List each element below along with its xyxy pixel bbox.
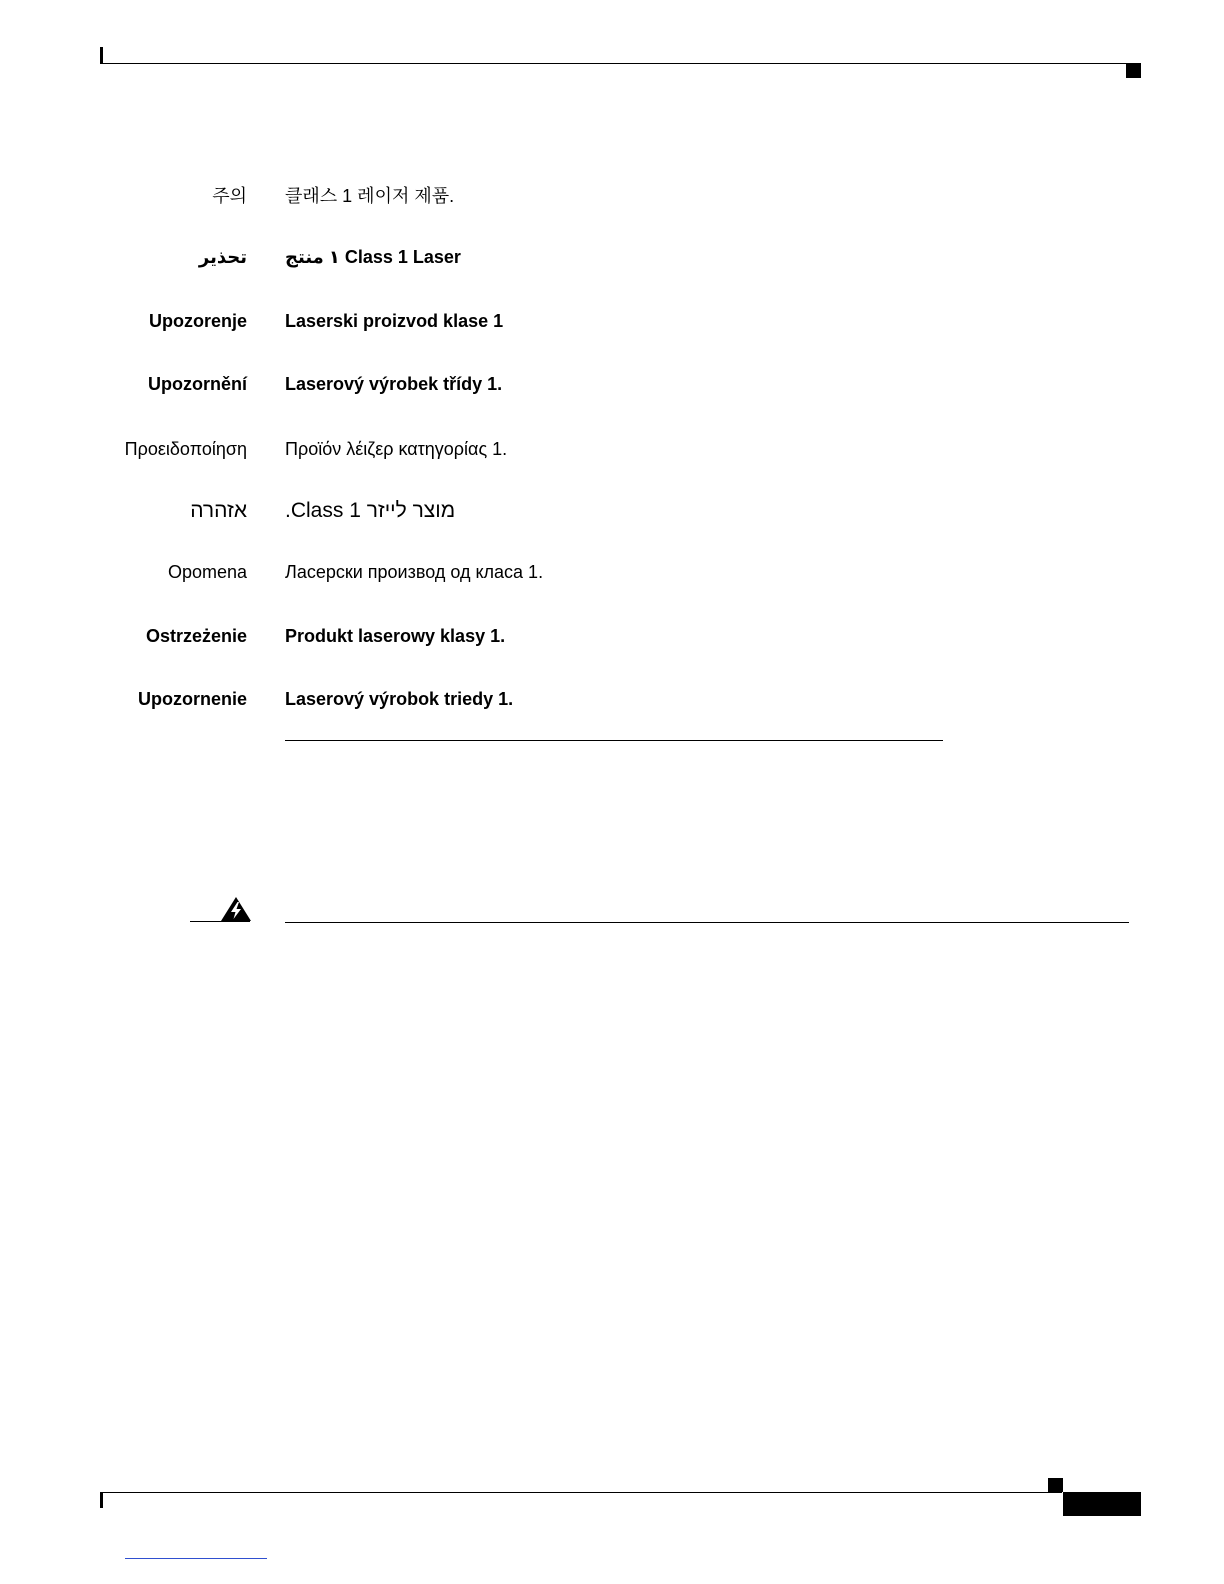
warning-label: 주의 [212, 186, 247, 206]
warning-row-macedonian [0, 560, 1224, 590]
high-voltage-warning-icon [220, 896, 252, 922]
warning-label: تحذير [198, 247, 247, 267]
footer-rule [100, 1492, 1062, 1493]
warning-text: Ласерски производ од класа 1. [285, 562, 544, 582]
footer-tick [100, 1492, 103, 1508]
warning-row-hebrew [0, 499, 1224, 529]
warning-row-greek [0, 437, 1224, 467]
warning-row-slovak [0, 687, 1224, 717]
warning-text: Laserový výrobek třídy 1. [285, 374, 503, 394]
warning-label: Upozornenie [137, 689, 247, 709]
warning-text: מוצר לייזר Class 1. [285, 499, 456, 522]
warning-label: Opomena [167, 562, 247, 582]
warning-row-korean [0, 184, 1224, 214]
warning-label: Προειδοποίηση [124, 439, 247, 459]
section-end-rule [285, 740, 943, 741]
warning-text: Produkt laserowy klasy 1. [285, 626, 506, 646]
warning-row-czech [0, 372, 1224, 402]
warning-label: Ostrzeżenie [145, 626, 247, 646]
header-tick [100, 47, 103, 64]
header-rule [100, 63, 1141, 64]
warning-row-polish [0, 624, 1224, 654]
footer-link-underline[interactable] [125, 1558, 267, 1559]
caution-icon-rule [190, 921, 250, 922]
warning-text: 클래스 1 레이저 제품. [285, 186, 455, 206]
warning-text: Προϊόν λέιζερ κατηγορίας 1. [285, 439, 508, 459]
warning-text: Class 1 Laser ١ منتج [285, 247, 461, 267]
warning-label: אזהרה [190, 499, 247, 522]
warning-label: Upozorenje [148, 311, 247, 331]
footer-corner-marker [1048, 1478, 1063, 1492]
footer-page-tab [1063, 1492, 1141, 1516]
warning-row-croatian [0, 309, 1224, 339]
warning-label: Upozornění [148, 374, 247, 394]
warning-row-arabic [0, 245, 1224, 275]
warning-text: Laserski proizvod klase 1 [285, 311, 504, 331]
warning-text: Laserový výrobok triedy 1. [285, 689, 514, 709]
header-corner-marker [1126, 64, 1141, 78]
caution-rule [285, 922, 1129, 923]
